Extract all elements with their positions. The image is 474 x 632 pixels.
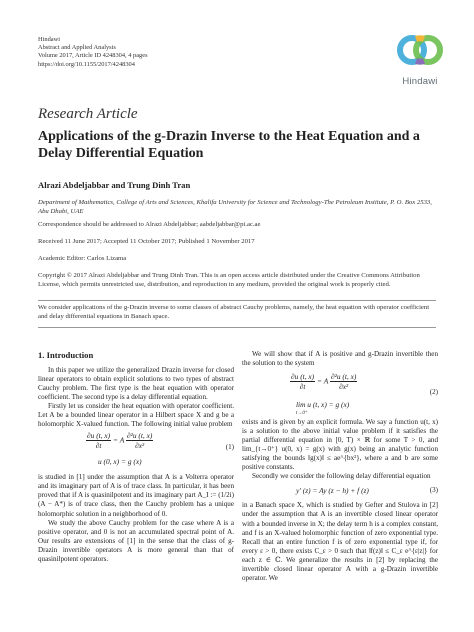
eq2-limit-sub: t→0⁺ xyxy=(296,411,308,417)
eq2-limit: lim u (t, x) = g (x) xyxy=(296,400,350,410)
authors: Alrazi Abdeljabbar and Trung Dinh Tran xyxy=(38,180,191,190)
eq1-number: (1) xyxy=(225,443,234,452)
right-paragraph-2: exists and is given by an explicit formula. We say a function u(t, x) is a solution to the above initial value problem if it satisfies the partial differential equation in [0, T) × ℝ for some T > 0, and lim_{t→0⁺} u(0, x) = g(x) with g(x) being an analytic function satisfying the bounds ‖g(x)‖ ≤ ae^{bx²}, where a and b are some positive constants. xyxy=(242,418,438,472)
equation-3 xyxy=(242,481,438,501)
eq2-rhs-num: ∂²u (t, x) xyxy=(330,372,357,382)
equation-2 xyxy=(242,368,438,418)
article-type: Research Article xyxy=(38,106,138,122)
copyright-notice: Copyright © 2017 Alrazi Abdeljabbar and Trung Dinh Tran. This is an open access article distributed under the Creative Commons Attribution License, which permits unrestricted use, distribution, and reproduction in any medium, provided the original work is properly cited. xyxy=(38,272,420,288)
eq2-rhs-den: ∂x² xyxy=(339,382,349,392)
eq2-lhs-den: ∂t xyxy=(299,382,306,392)
right-paragraph-1: We will show that if A is positive and g-Drazin invertible then the solution to the system xyxy=(242,350,438,368)
section-heading: 1. Introduction xyxy=(38,350,94,360)
right-column xyxy=(242,350,438,583)
intro-paragraph-3: is studied in [1] under the assumption that A is a Volterra operator and its imaginary part of A is of trace class. In particular, it has been proved that if A is quasinilpotent and its imaginary part A_I := (1/2i)(A − A*) is of trace class, then the Cauchy problem has a unique holomorphic solution in a neighborhood of 0. xyxy=(38,473,234,518)
eq2-number: (2) xyxy=(429,388,438,397)
intro-paragraph-1: In this paper we utilize the generalized Drazin inverse for closed linear operators to obtain explicit solutions to two types of abstract Cauchy problem. The first type is the heat equation with operator coefficient. The second type is a delay differential equation. xyxy=(38,366,234,402)
intro-paragraph-2: Firstly let us consider the heat equation with operator coefficient. Let A be a bounded linear operator in a Hilbert space X and g be a holomorphic X-valued function. The following initial value problem xyxy=(38,402,234,429)
eq1-equals: = A xyxy=(113,435,125,445)
abstract: We consider applications of the g-Drazin inverse to some classes of abstract Cauchy problems, namely, the heat equation with operator coefficient and delay differential equations in Banach space. xyxy=(38,304,430,320)
journal-header xyxy=(38,36,148,69)
left-column xyxy=(38,366,234,564)
academic-editor: Academic Editor: Carlos Lizama xyxy=(38,255,127,262)
right-paragraph-3: Secondly we consider the following delay differential equation xyxy=(252,472,431,481)
divider-bottom xyxy=(38,327,436,328)
publisher-name: Hindawi xyxy=(38,36,61,43)
publication-dates: Received 11 June 2017; Accepted 11 October 2017; Published 1 November 2017 xyxy=(38,238,255,245)
right-paragraph-4: in a Banach space X, which is studied by Gefter and Stulova in [2] under the assumption that A is an invertible closed linear operator with a bounded inverse in X; the delay term h is a complex constant, and f is an X-valued holomorphic function of zero exponential type. Recall that an entire function f is of zero exponential type if, for every ε > 0, there exists C_ε > 0 such that ‖f(z)‖ ≤ C_ε e^{ε|z|} for each z ∈ ℂ. We generalize the results in [2] by replacing the invertible closed linear operator A with a g-Drazin invertible operator. We xyxy=(242,501,438,582)
eq1-rhs-den: ∂x² xyxy=(135,441,145,451)
eq3-number: (3) xyxy=(429,486,438,495)
hindawi-logo xyxy=(388,30,452,94)
divider-top xyxy=(38,300,436,301)
correspondence: Correspondence should be addressed to Alrazi Abdeljabbar; aabdeljabbar@pi.ac.ae xyxy=(38,221,261,228)
doi-link[interactable]: https://doi.org/10.1155/2017/4248304 xyxy=(38,60,135,68)
eq2-equals: = A xyxy=(317,376,329,386)
intro-paragraph-4: We study the above Cauchy problem for the case where A is a positive operator, and 0 is not an accumulated spectral point of A. Our results are extensions of [1] in the sense that the class of g-Drazin invertible operators A is more general than that of quasinilpotent operators. xyxy=(38,518,234,563)
eq1-rhs-num: ∂²u (t, x) xyxy=(126,431,153,441)
equation-1 xyxy=(38,429,234,473)
logo-text: Hindawi xyxy=(402,76,438,87)
eq3-body: y′ (z) = Ay (z − h) + f (z) xyxy=(296,486,369,496)
eq1-lhs-den: ∂t xyxy=(95,441,102,451)
eq1-initial-condition: u (0, x) = g (x) xyxy=(98,457,142,467)
eq1-lhs-num: ∂u (t, x) xyxy=(87,431,111,441)
journal-name: Abstract and Applied Analysis xyxy=(38,44,116,52)
eq2-lhs-num: ∂u (t, x) xyxy=(291,372,315,382)
paper-title: Applications of the g-Drazin Inverse to the Heat Equation and a Delay Differential Equation xyxy=(38,129,420,161)
affiliation: Department of Mathematics, College of Arts and Sciences, Khalifa University for Science and Technology-The Petroleum Institute, P. O. Box 2533, Abu Dhabi, UAE xyxy=(38,199,432,215)
volume-info: Volume 2017, Article ID 4248304, 4 pages xyxy=(38,52,148,60)
hindawi-logo-icon xyxy=(388,30,452,74)
